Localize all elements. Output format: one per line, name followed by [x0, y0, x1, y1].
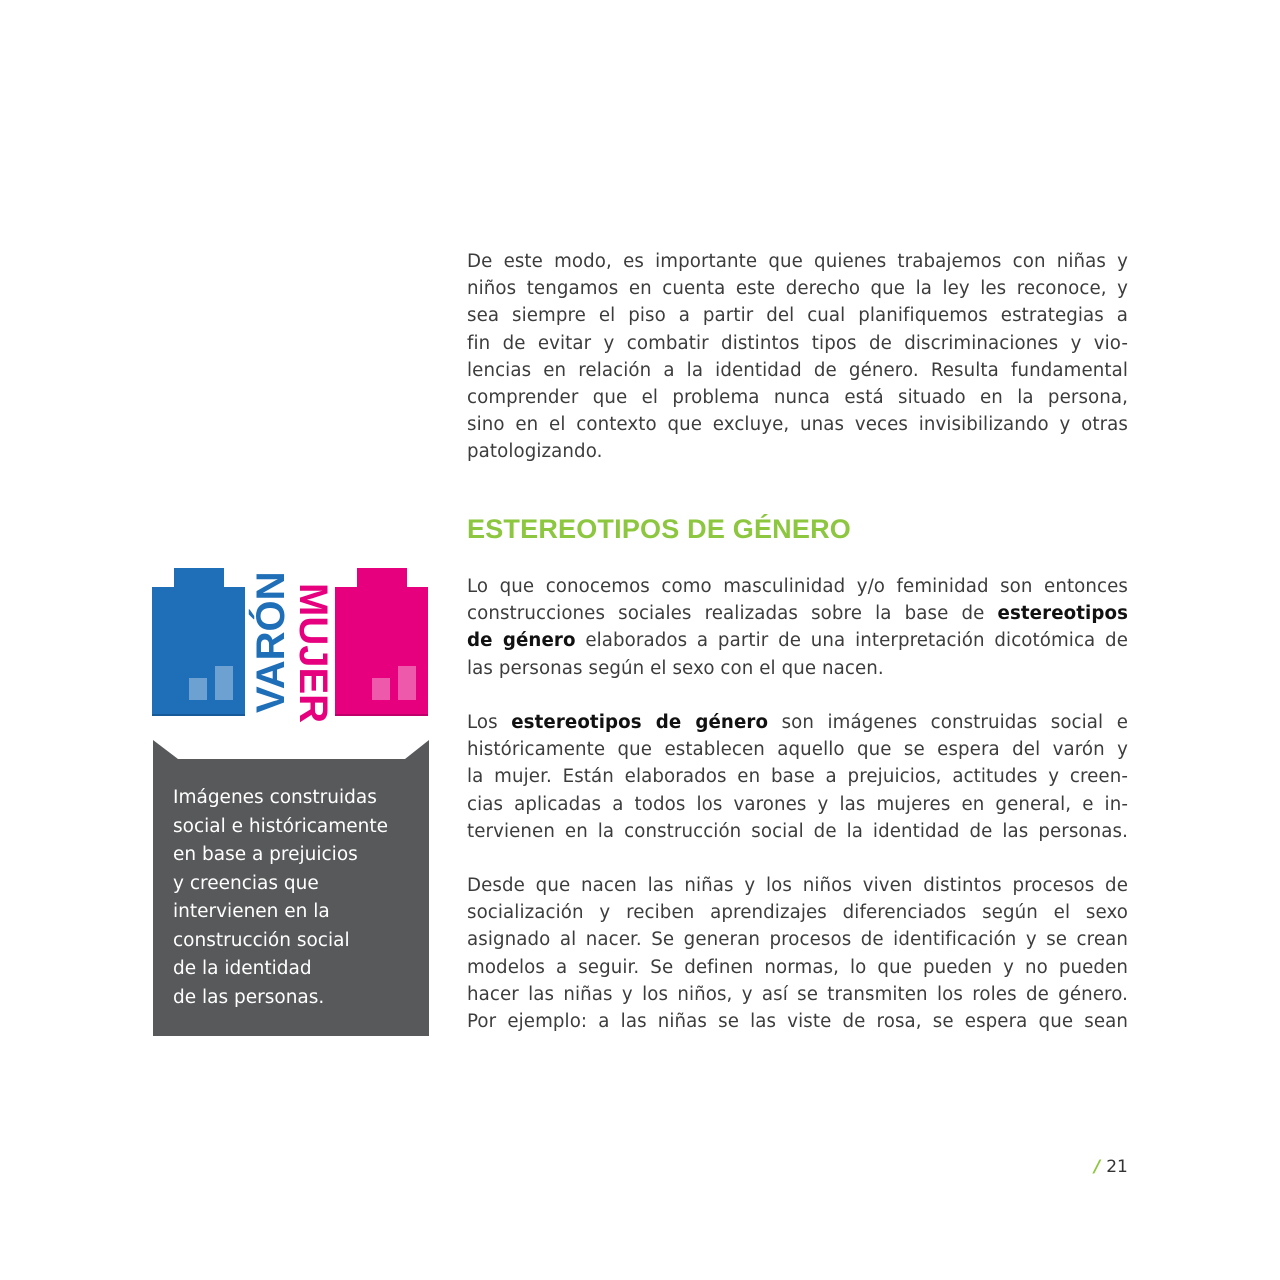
text-line: sea siempre el piso a partir del cual planifiquemos estrategias a	[467, 305, 1128, 327]
callout-line: de las personas.	[173, 986, 325, 1008]
paragraph-2	[467, 709, 1128, 845]
text-line: comprender que el problema nunca está situado en la persona,	[467, 386, 1128, 408]
text-line	[467, 627, 1128, 654]
text-line: tervienen en la construcción social de la identidad de las personas.	[467, 820, 1128, 842]
callout-line: en base a prejuicios	[173, 844, 358, 865]
text-line: Por ejemplo: a las niñas se las viste de rosa, se espera que sean	[467, 1010, 1128, 1032]
callout-line: de la identidad	[173, 958, 312, 979]
page-number-value: 21	[1106, 1157, 1128, 1177]
section-heading: ESTEREOTIPOS DE GÉNERO	[467, 514, 851, 544]
text-line: lencias en relación a la identidad de género. Resulta fundamental	[467, 359, 1128, 381]
paragraph-1	[467, 573, 1128, 682]
paragraph-3	[467, 872, 1128, 1035]
text-line: patologizando.	[467, 441, 603, 463]
text-line: históricamente que establecen aquello que se espera del varón y	[467, 739, 1128, 761]
bold-term: estereotipos	[997, 603, 1128, 625]
callout-line: intervienen en la	[173, 901, 330, 922]
text-line: cias aplicadas a todos los varones y las mujeres en general, e in-	[467, 793, 1128, 815]
text-line: socialización y reciben aprendizajes diferenciados según el sexo	[467, 902, 1128, 924]
text-line: asignado al nacer. Se generan procesos de identificación y se crean	[467, 929, 1128, 951]
callout-line: construcción social	[173, 929, 350, 951]
text: construcciones sociales realizadas sobre la base de	[467, 603, 998, 625]
text-line	[467, 709, 1128, 736]
text-line: Lo que conocemos como masculinidad y/o feminidad son entonces	[467, 576, 1128, 597]
intro-paragraph	[467, 248, 1128, 466]
text-line: hacer las niñas y los niños, y así se transmiten los roles de género.	[467, 983, 1128, 1005]
sidebar-callout-text	[173, 784, 388, 1012]
text-line: las personas según el sexo con el que nacen.	[467, 657, 884, 679]
text-line: fin de evitar y combatir distintos tipos de discriminaciones y vio-	[467, 332, 1128, 354]
callout-line: social e históricamente	[173, 815, 388, 837]
page-number	[1094, 1157, 1128, 1177]
page-separator: /	[1094, 1157, 1101, 1177]
callout-line: y creencias que	[173, 872, 319, 894]
text-line: sino en el contexto que excluye, unas veces invisibilizando y otras	[467, 414, 1128, 436]
text: elaborados a partir de una interpretación dicotómica de	[575, 630, 1128, 652]
bold-term: estereotipos de género	[511, 712, 769, 733]
text-line	[467, 600, 1128, 627]
text-line: la mujer. Están elaborados en base a prejuicios, actitudes y creen-	[467, 766, 1128, 788]
text-line: Desde que nacen las niñas y los niños viven distintos procesos de	[467, 875, 1128, 896]
text-line: modelos a seguir. Se definen normas, lo que pueden y no pueden	[467, 956, 1128, 978]
mujer-label: MUJER	[291, 583, 335, 724]
text: Los	[467, 712, 512, 733]
bold-term: de género	[467, 630, 576, 652]
text-line: De este modo, es importante que quienes trabajemos con niñas y	[467, 251, 1128, 272]
text: son imágenes construidas social e	[768, 712, 1128, 733]
callout-line: Imágenes construidas	[173, 787, 377, 808]
varon-label: VARÓN	[249, 571, 293, 713]
text-line: niños tengamos en cuenta este derecho que la ley les reconoce, y	[467, 278, 1128, 300]
